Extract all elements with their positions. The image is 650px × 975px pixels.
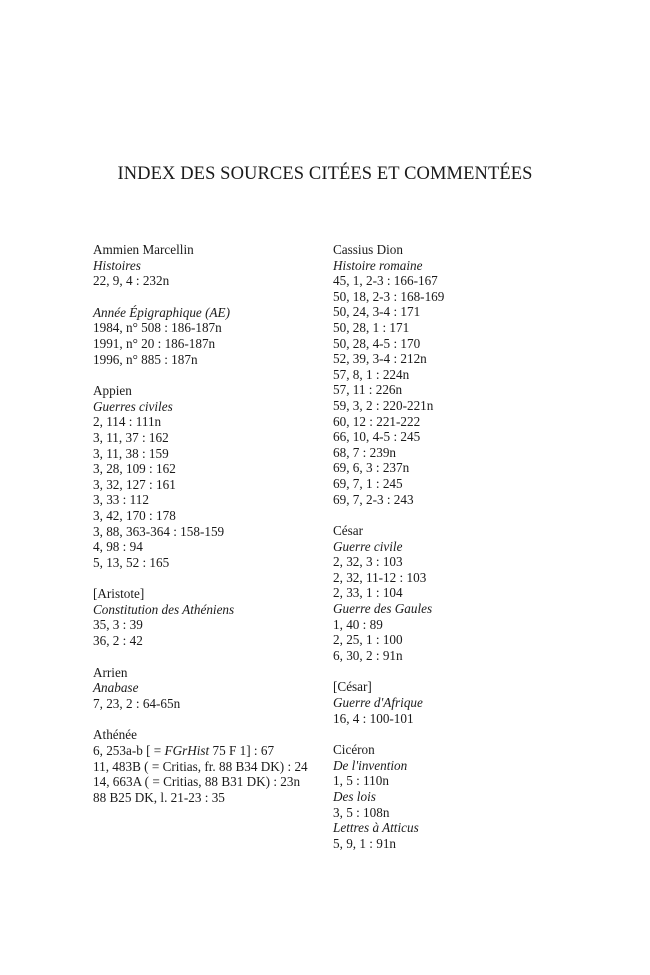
reference-line: 3, 42, 170 : 178 xyxy=(93,507,176,523)
reference-line: 11, 483B ( = Critias, fr. 88 B34 DK) : 24 xyxy=(93,758,308,774)
reference-line: 1984, n° 508 : 186-187n xyxy=(93,320,222,336)
reference-line: 16, 4 : 100-101 xyxy=(333,710,414,726)
reference-line: 2, 25, 1 : 100 xyxy=(333,632,403,648)
work-title: Année Épigraphique (AE) xyxy=(93,304,230,320)
work-title: Constitution des Athéniens xyxy=(93,601,235,617)
reference-line: 3, 11, 38 : 159 xyxy=(93,445,169,461)
work-title: De l'invention xyxy=(333,757,408,773)
reference-line: 1996, n° 885 : 187n xyxy=(93,351,198,367)
reference-line: 3, 28, 109 : 162 xyxy=(93,461,176,477)
author-name: [César] xyxy=(333,679,372,695)
author-name: Cassius Dion xyxy=(333,242,403,257)
reference-line: 5, 9, 1 : 91n xyxy=(333,835,397,851)
reference-line: 2, 33, 1 : 104 xyxy=(333,585,403,601)
reference-line: 2, 32, 3 : 103 xyxy=(333,554,403,570)
index-column-right xyxy=(333,242,565,867)
work-title: Guerres civiles xyxy=(93,398,173,414)
reference-line: 7, 23, 2 : 64-65n xyxy=(93,695,181,711)
author-name: Athénée xyxy=(93,727,137,743)
reference-line: 1, 5 : 110n xyxy=(333,773,389,789)
entry-athenee xyxy=(93,727,325,805)
reference-line: 45, 1, 2-3 : 166-167 xyxy=(333,273,438,289)
reference-line: 6, 30, 2 : 91n xyxy=(333,647,403,663)
work-title: Guerre d'Afrique xyxy=(333,695,423,711)
reference-line: 3, 11, 37 : 162 xyxy=(93,429,169,445)
reference-line: 69, 7, 2-3 : 243 xyxy=(333,491,414,507)
author-name: César xyxy=(333,523,364,539)
entry-appien xyxy=(93,383,325,570)
work-title: Guerre civile xyxy=(333,538,403,554)
reference-line: 3, 33 : 112 xyxy=(93,492,149,508)
entry-cassius-dion xyxy=(333,242,565,507)
work-title: Lettres à Atticus xyxy=(333,820,419,836)
reference-line xyxy=(93,743,325,759)
entry-ammien-marcellin xyxy=(93,242,325,289)
entry-cesar xyxy=(333,523,565,663)
reference-line: 35, 3 : 39 xyxy=(93,617,143,633)
reference-line: 50, 18, 2-3 : 168-169 xyxy=(333,288,445,304)
page-title: INDEX DES SOURCES CITÉES ET COMMENTÉES xyxy=(117,164,533,184)
reference-line: 22, 9, 4 : 232n xyxy=(93,273,170,289)
reference-line: 52, 39, 3-4 : 212n xyxy=(333,351,427,367)
work-title: Histoires xyxy=(93,257,141,273)
reference-line: 14, 663A ( = Critias, 88 B31 DK) : 23n xyxy=(93,774,301,790)
author-name: [Aristote] xyxy=(93,586,145,602)
reference-line: 2, 114 : 111n xyxy=(93,414,162,430)
reference-line: 68, 7 : 239n xyxy=(333,444,397,460)
reference-suffix: 75 F 1] : 67 xyxy=(209,743,275,759)
reference-line: 5, 13, 52 : 165 xyxy=(93,554,170,570)
reference-line: 60, 12 : 221-222 xyxy=(333,413,421,429)
author-name: Cicéron xyxy=(333,742,375,758)
reference-line: 66, 10, 4-5 : 245 xyxy=(333,429,421,445)
entry-ciceron xyxy=(333,742,565,851)
entry-arrien xyxy=(93,665,325,712)
reference-line: 2, 32, 11-12 : 103 xyxy=(333,569,427,585)
reference-line: 69, 6, 3 : 237n xyxy=(333,460,410,476)
work-title: Anabase xyxy=(93,680,139,696)
index-column-left xyxy=(93,242,325,821)
reference-line: 50, 28, 1 : 171 xyxy=(333,319,410,335)
author-name: Arrien xyxy=(93,664,128,680)
reference-line: 57, 11 : 226n xyxy=(333,382,403,398)
reference-line: 88 B25 DK, l. 21-23 : 35 xyxy=(93,789,225,805)
reference-line: 1, 40 : 89 xyxy=(333,616,383,632)
reference-line: 1991, n° 20 : 186-187n xyxy=(93,335,216,351)
reference-line: 69, 7, 1 : 245 xyxy=(333,475,403,491)
reference-line: 57, 8, 1 : 224n xyxy=(333,366,410,382)
reference-line: 59, 3, 2 : 220-221n xyxy=(333,397,434,413)
author-name: Ammien Marcellin xyxy=(93,242,194,257)
reference-line: 3, 5 : 108n xyxy=(333,804,390,820)
reference-italic: FGrHist xyxy=(164,743,210,759)
reference-prefix: 6, 253a-b [ = xyxy=(93,743,165,759)
reference-line: 50, 24, 3-4 : 171 xyxy=(333,304,421,320)
reference-line: 3, 32, 127 : 161 xyxy=(93,476,176,492)
author-name: Appien xyxy=(93,383,132,399)
reference-line: 3, 88, 363-364 : 158-159 xyxy=(93,523,225,539)
work-title: Des lois xyxy=(333,789,376,804)
reference-line: 50, 28, 4-5 : 170 xyxy=(333,335,421,351)
reference-line: 36, 2 : 42 xyxy=(93,633,143,649)
entry-pseudo-cesar xyxy=(333,679,565,726)
work-title: Histoire romaine xyxy=(333,257,423,273)
reference-line: 4, 98 : 94 xyxy=(93,539,143,555)
work-title: Guerre des Gaules xyxy=(333,601,433,617)
entry-aristote xyxy=(93,586,325,648)
entry-annee-epigraphique xyxy=(93,305,325,367)
